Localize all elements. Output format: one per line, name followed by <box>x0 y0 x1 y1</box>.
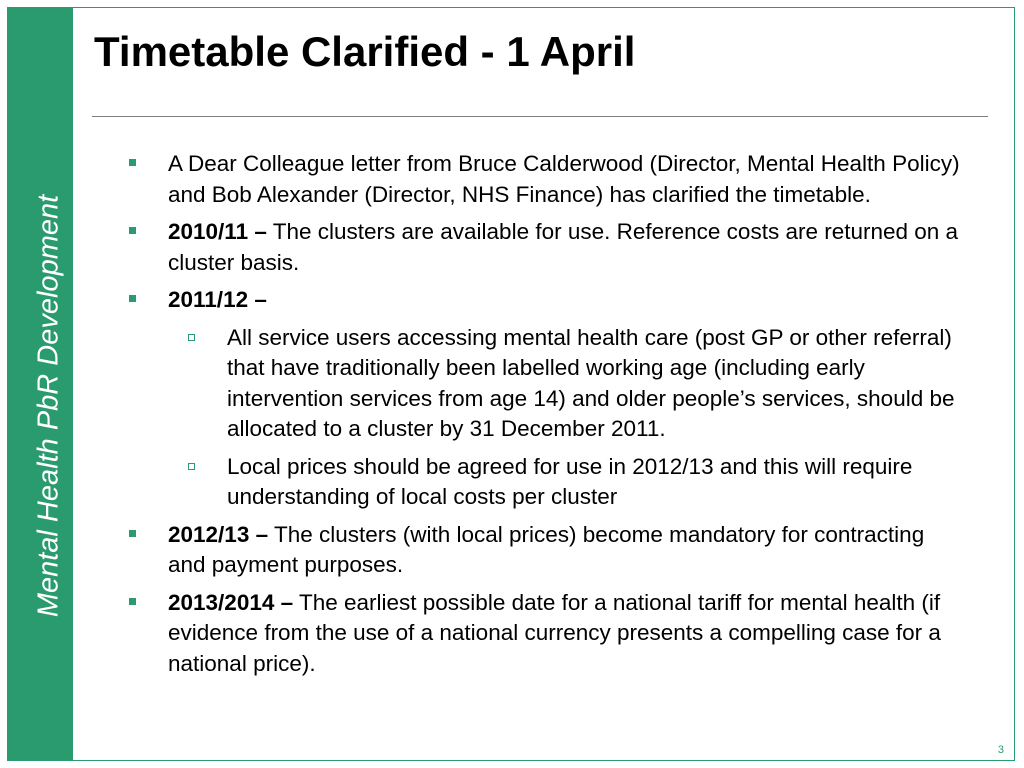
sub-bullet-text: Local prices should be agreed for use in 2012/13 and this will require understanding of local costs per cluster <box>227 453 913 509</box>
square-bullet-icon <box>129 227 136 234</box>
title-divider <box>92 116 988 117</box>
bullet-item-2012-13 <box>125 520 965 581</box>
bullet-item-letter <box>125 149 965 210</box>
bullet-year-label: 2013/2014 – <box>168 589 294 615</box>
bullet-text: The clusters (with local prices) become mandatory for contracting and payment purposes. <box>168 521 925 577</box>
bullet-year-label: 2012/13 – <box>168 521 269 547</box>
bullet-year-label: 2010/11 – <box>168 219 267 244</box>
sub-bullet-item-allocation <box>125 323 965 445</box>
slide-title: Timetable Clarified - 1 April <box>94 28 636 75</box>
bullet-text: A Dear Colleague letter from Bruce Calderwood (Director, Mental Health Policy) and Bob Alexander (Director, NHS Finance) has clarified the timetable. <box>168 151 960 207</box>
bullet-item-2010-11 <box>125 217 965 278</box>
hollow-square-bullet-icon <box>188 334 195 341</box>
page-number: 3 <box>997 744 1004 756</box>
square-bullet-icon <box>129 295 136 302</box>
bullet-text: The earliest possible date for a national tariff for mental health (if evidence from the use of a national currency presents a compelling case for a national price). <box>168 589 941 676</box>
hollow-square-bullet-icon <box>188 463 195 470</box>
sub-bullet-item-local-prices <box>125 452 965 513</box>
bullet-item-2011-12 <box>125 285 965 316</box>
square-bullet-icon <box>129 598 136 605</box>
sidebar-band <box>8 8 73 760</box>
square-bullet-icon <box>129 530 136 537</box>
bullet-item-2013-2014 <box>125 588 965 680</box>
square-bullet-icon <box>129 159 136 166</box>
bullet-text: The clusters are available for use. Reference costs are returned on a cluster basis. <box>168 219 959 275</box>
slide-body <box>125 149 965 686</box>
sub-bullet-text: All service users accessing mental health care (post GP or other referral) that have traditionally been labelled working age (including early intervention services from age 14) and older people’s services, should be allocated to a cluster by 31 December 2011. <box>227 324 955 441</box>
sidebar-title: Mental Health PbR Development <box>32 194 65 618</box>
bullet-year-label: 2011/12 – <box>168 287 267 312</box>
